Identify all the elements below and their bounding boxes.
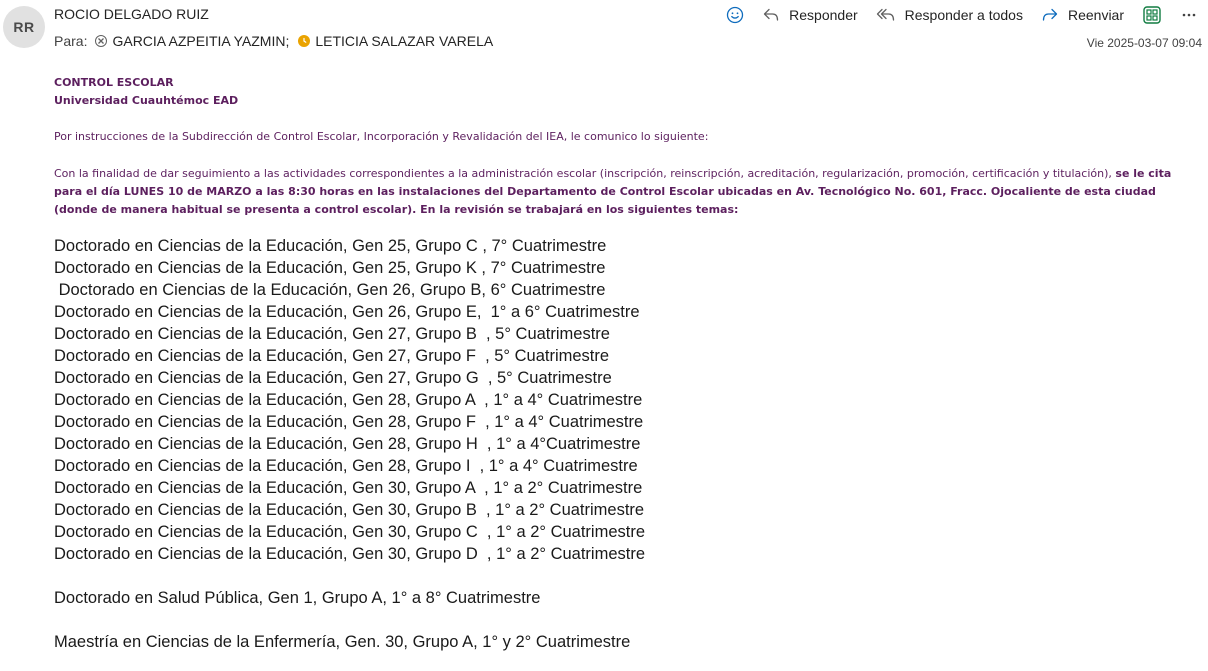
message-toolbar bbox=[726, 3, 1198, 27]
org-header: CONTROL ESCOLAR bbox=[54, 76, 174, 89]
citation-paragraph bbox=[54, 165, 1202, 219]
spacer bbox=[54, 565, 1202, 587]
list-item: Doctorado en Ciencias de la Educación, Gen 25, Grupo C , 7° Cuatrimestre bbox=[54, 237, 607, 255]
blocked-status-icon bbox=[95, 35, 107, 47]
list-item: Maestría en Ciencias de la Enfermería, Gen. 30, Grupo A, 1° y 2° Cuatrimestre bbox=[54, 633, 631, 651]
more-options-icon[interactable] bbox=[1180, 6, 1198, 24]
forward-button[interactable] bbox=[1041, 7, 1124, 23]
list-item: Doctorado en Ciencias de la Educación, Gen 28, Grupo I , 1° a 4° Cuatrimestre bbox=[54, 457, 638, 475]
list-item: Doctorado en Ciencias de la Educación, Gen 30, Grupo B , 1° a 2° Cuatrimestre bbox=[54, 501, 645, 519]
emoji-reaction-icon[interactable] bbox=[726, 6, 744, 24]
sender-name[interactable]: ROCIO DELGADO RUIZ bbox=[54, 6, 209, 22]
recipient-name: LETICIA SALAZAR VARELA bbox=[315, 33, 494, 49]
recipient[interactable] bbox=[298, 33, 493, 49]
list-item: Doctorado en Ciencias de la Educación, Gen 30, Grupo C , 1° a 2° Cuatrimestre bbox=[54, 523, 646, 541]
forward-label: Reenviar bbox=[1067, 7, 1124, 23]
list-item: Doctorado en Ciencias de la Educación, Gen 30, Grupo D , 1° a 2° Cuatrimestre bbox=[54, 545, 646, 563]
list-item: Doctorado en Ciencias de la Educación, Gen 25, Grupo K , 7° Cuatrimestre bbox=[54, 259, 606, 277]
list-item: Doctorado en Ciencias de la Educación, Gen 28, Grupo H , 1° a 4°Cuatrimestre bbox=[54, 435, 641, 453]
away-status-icon bbox=[298, 35, 310, 47]
list-item: Doctorado en Ciencias de la Educación, Gen 27, Grupo F , 5° Cuatrimestre bbox=[54, 347, 610, 365]
to-label: Para: bbox=[54, 33, 88, 49]
reply-button[interactable] bbox=[762, 7, 858, 23]
message-body bbox=[54, 74, 1202, 653]
list-item: Doctorado en Salud Pública, Gen 1, Grupo A, 1° a 8° Cuatrimestre bbox=[54, 589, 541, 607]
list-item: Doctorado en Ciencias de la Educación, Gen 26, Grupo E, 1° a 6° Cuatrimestre bbox=[54, 303, 640, 321]
citation-bold-text: se le cita para el día LUNES 10 de MARZO a las 8:30 horas en las instalaciones del Departamento de Control Escolar ubicadas en Av. Tecnológico No. 601, Fracc. Ojocaliente de esta ciudad (donde de manera habitual se presenta a control escolar). En la revisión se trabajará en los siguientes temas: bbox=[54, 167, 1172, 216]
list-item: Doctorado en Ciencias de la Educación, Gen 28, Grupo A , 1° a 4° Cuatrimestre bbox=[54, 391, 643, 409]
org-subheader: Universidad Cuauhtémoc EAD bbox=[54, 94, 239, 107]
list-item: Doctorado en Ciencias de la Educación, Gen 30, Grupo A , 1° a 2° Cuatrimestre bbox=[54, 479, 643, 497]
forward-icon bbox=[1041, 7, 1059, 23]
list-item: Doctorado en Ciencias de la Educación, Gen 28, Grupo F , 1° a 4° Cuatrimestre bbox=[54, 413, 644, 431]
program-list bbox=[54, 235, 1202, 653]
list-item: Doctorado en Ciencias de la Educación, Gen 26, Grupo B, 6° Cuatrimestre bbox=[54, 281, 606, 299]
recipients-row bbox=[54, 33, 502, 49]
citation-text: Con la finalidad de dar seguimiento a las actividades correspondientes a la administración escolar (inscripción, reinscripción, acreditación, regularización, promoción, certificación y titulación), bbox=[54, 167, 1116, 180]
apps-grid-icon[interactable] bbox=[1142, 5, 1162, 25]
list-item: Doctorado en Ciencias de la Educación, Gen 27, Grupo G , 5° Cuatrimestre bbox=[54, 369, 612, 387]
recipient-name: GARCIA AZPEITIA YAZMIN; bbox=[112, 33, 290, 49]
sent-date: Vie 2025-03-07 09:04 bbox=[1086, 36, 1202, 50]
avatar[interactable]: RR bbox=[3, 6, 45, 48]
reply-label: Responder bbox=[789, 7, 858, 23]
reply-all-icon bbox=[876, 7, 896, 23]
recipient[interactable] bbox=[95, 33, 289, 49]
reply-all-button[interactable] bbox=[876, 7, 1023, 23]
list-item: Doctorado en Ciencias de la Educación, Gen 27, Grupo B , 5° Cuatrimestre bbox=[54, 325, 610, 343]
reply-icon bbox=[762, 7, 780, 23]
intro-paragraph: Por instrucciones de la Subdirección de Control Escolar, Incorporación y Revalidación del IEA, le comunico lo siguiente: bbox=[54, 130, 709, 143]
spacer bbox=[54, 609, 1202, 631]
reply-all-label: Responder a todos bbox=[904, 7, 1023, 23]
